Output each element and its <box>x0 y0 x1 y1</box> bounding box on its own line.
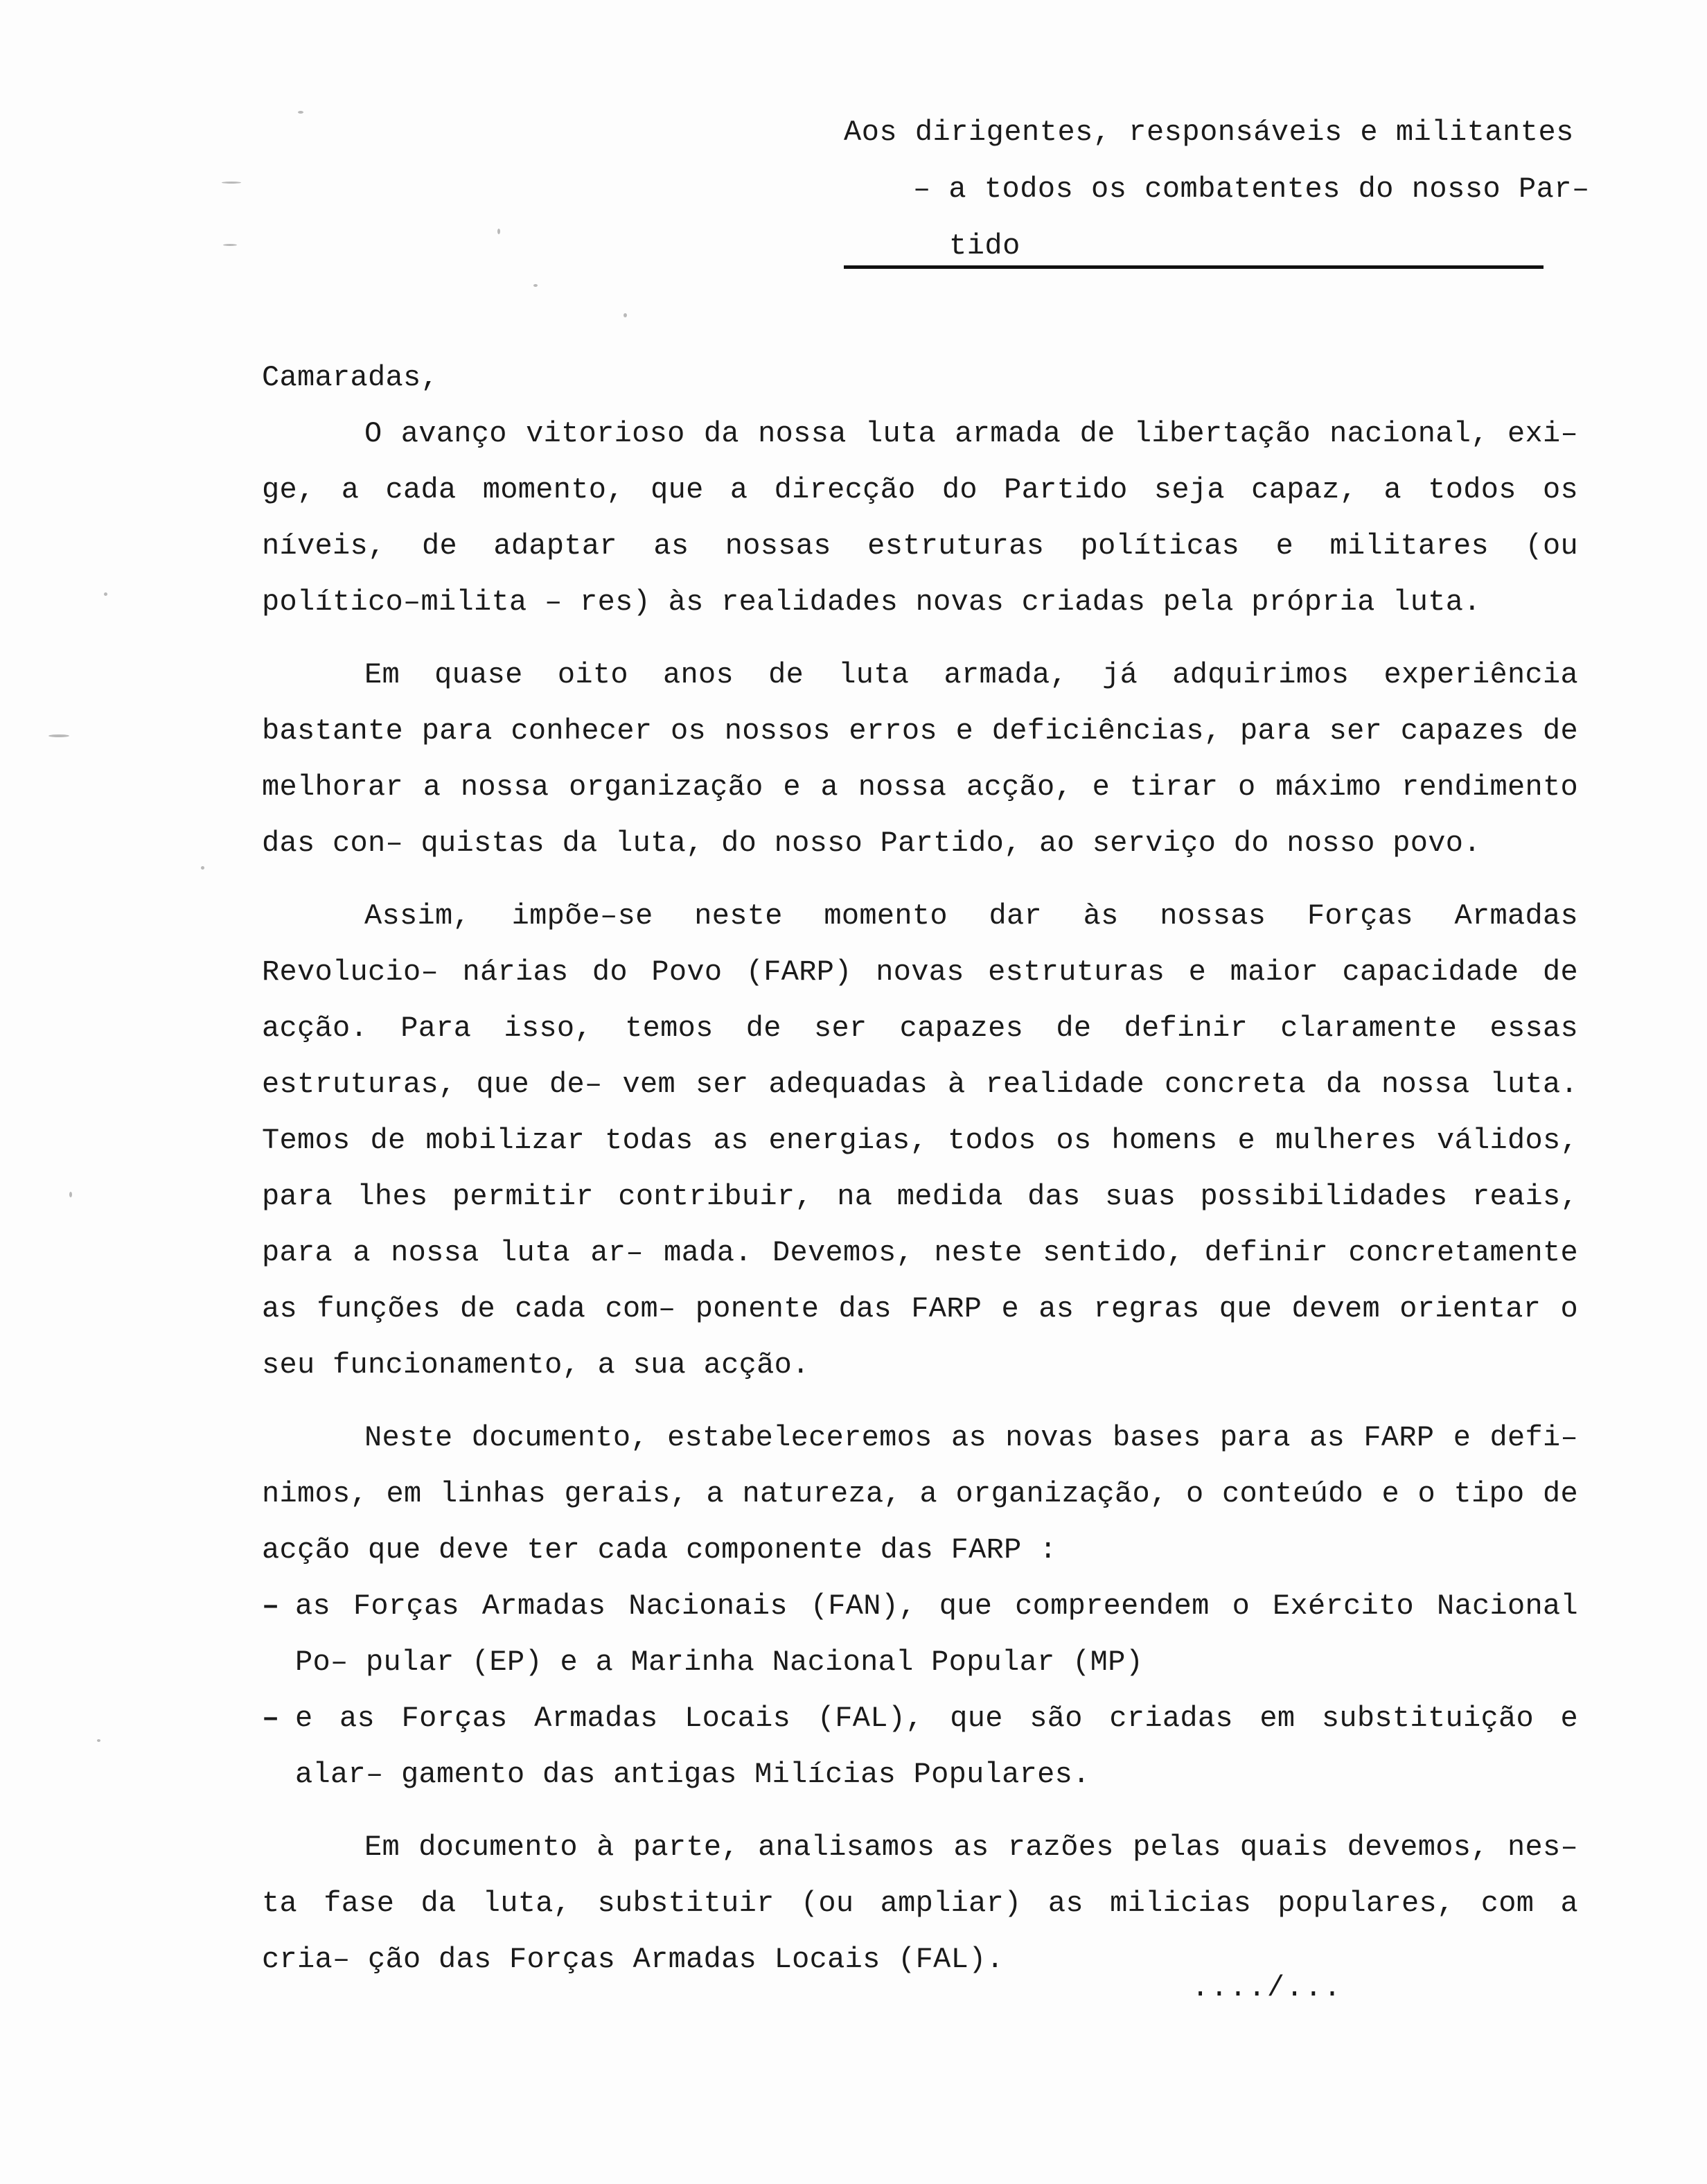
scan-speck <box>533 284 538 287</box>
address-line-3: tido <box>949 229 1020 263</box>
scan-speck <box>69 1192 72 1197</box>
scan-speck <box>497 229 500 234</box>
paragraph-gap <box>262 1803 1578 1820</box>
scan-speck <box>104 592 107 596</box>
paragraph: Neste documento, estabeleceremos as novas bases para as FARP e defi– nimos, em linhas gerais, a natureza, a organização, o conteúdo e o tipo de acção que deve ter cada componente das FARP : <box>262 1421 1578 1567</box>
address-block <box>844 104 1590 274</box>
paragraph-gap <box>262 1393 1578 1410</box>
list-item: – as Forças Armadas Nacionais (FAN), que compreendem o Exército Nacional Po– pular (EP) e a Marinha Nacional Popular (MP) <box>262 1578 1578 1691</box>
list-item: – e as Forças Armadas Locais (FAL), que são criadas em substituição e alar– gamento das antigas Milícias Populares. <box>262 1691 1578 1803</box>
closing-paragraph: Em documento à parte, analisamos as razões pelas quais devemos, nes– ta fase da luta, substituir (ou ampliar) as milicias populares, com a cria– ção das Forças Armadas Locais (FAL). <box>262 1831 1578 1976</box>
scan-speck <box>298 111 303 114</box>
paragraph-gap <box>262 872 1578 888</box>
salutation: Camaradas, <box>262 361 439 394</box>
paragraph-gap <box>262 631 1578 647</box>
scan-speck <box>222 182 241 184</box>
paragraph: Assim, impõe–se neste momento dar às nossas Forças Armadas Revolucio– nárias do Povo (FARP) novas estruturas e maior capacidade de acção. Para isso, temos de ser capazes de definir claramente essas estruturas, que de– vem ser adequadas à realidade concreta da nossa luta. Temos de mobilizar todas as energias, todos os homens e mulheres válidos, para lhes permitir contribuir, na medida das suas possibilidades reais, para a nossa luta ar– mada. Devemos, neste sentido, definir concretamente as funções de cada com– ponente das FARP e as regras que devem orientar o seu funcionamento, a sua acção. <box>262 899 1578 1382</box>
continuation-mark: ..../... <box>1192 1971 1343 2005</box>
address-line-2: – a todos os combatentes do nosso Par– <box>913 173 1590 206</box>
scan-speck <box>223 244 237 246</box>
scan-speck <box>623 313 627 317</box>
paragraph: Em quase oito anos de luta armada, já adquirimos experiência bastante para conhecer os nossos erros e deficiências, para ser capazes de melhorar a nossa organização e a nossa acção, e tirar o máximo rendimento das con– quistas da luta, do nosso Partido, ao serviço do nosso povo. <box>262 658 1578 860</box>
components-list <box>262 1578 1578 1803</box>
scan-speck <box>97 1739 100 1742</box>
scan-speck <box>48 734 69 737</box>
paragraph: O avanço vitorioso da nossa luta armada de libertação nacional, exi– ge, a cada momento, que a direcção do Partido seja capaz, a todos os níveis, de adaptar as nossas estruturas políticas e militares (ou político–milita – res) às realidades novas criadas pela própria luta. <box>262 417 1578 619</box>
address-underline <box>844 265 1544 269</box>
scan-speck <box>201 866 204 870</box>
address-line-1: Aos dirigentes, responsáveis e militantes <box>844 116 1574 149</box>
letter-body <box>262 350 1578 1988</box>
